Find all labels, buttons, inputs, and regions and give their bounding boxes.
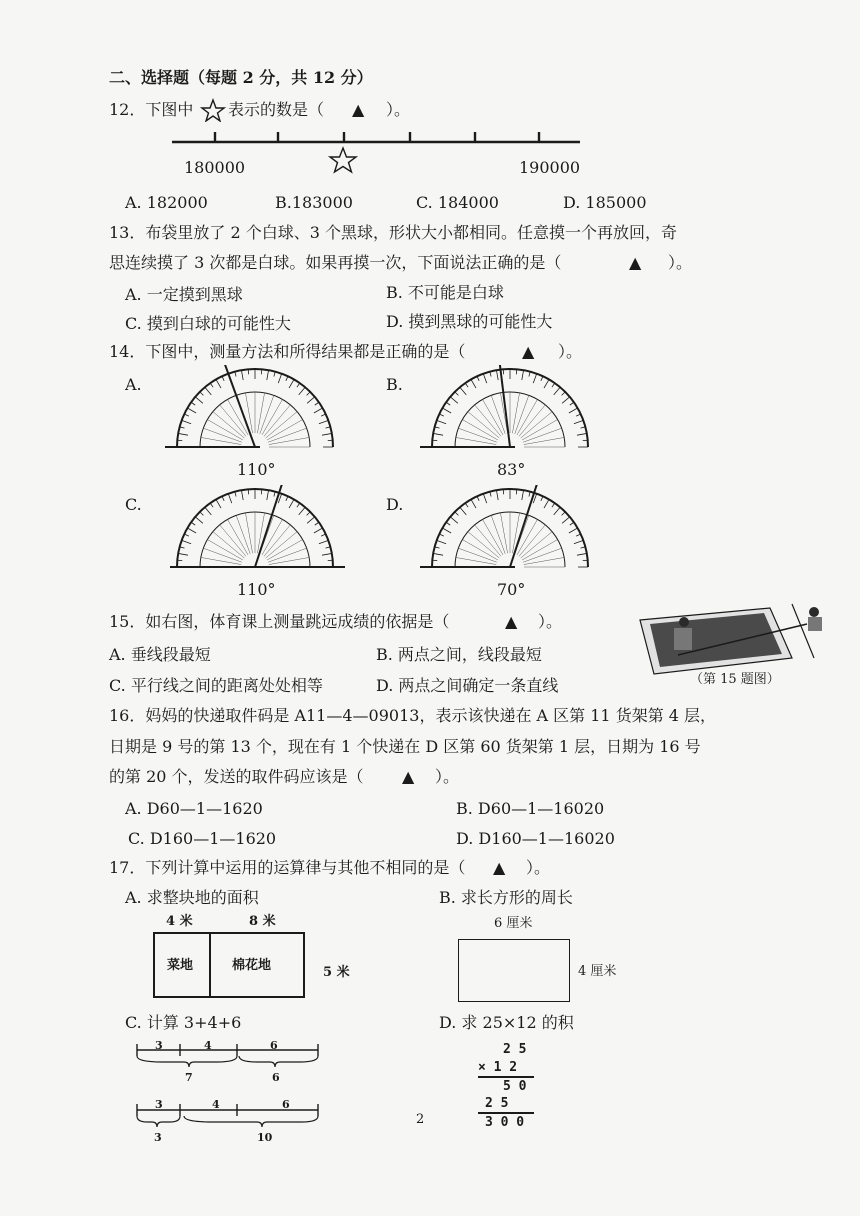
q13-answer-marker: ▲ <box>629 253 642 272</box>
q17-b-height: 4 厘米 <box>578 964 617 979</box>
q17-option-d: D. 求 25×12 的积 <box>439 1013 574 1032</box>
q17-option-a: A. 求整块地的面积 <box>125 888 259 907</box>
section-title: 二、选择题（每题 2 分，共 12 分） <box>109 68 373 87</box>
q13-option-c: C. 摸到白球的可能性大 <box>125 314 291 333</box>
q13-line1: 13．布袋里放了 2 个白球、3 个黑球，形状大小都相同。任意摸一个再放回，奇 <box>109 223 677 242</box>
q13-line2: 思连续摸了 3 次都是白球。如果再摸一次，下面说法正确的是（ <box>109 253 562 272</box>
q15-option-b: B. 两点之间，线段最短 <box>376 645 542 664</box>
q17-b-rectangle <box>458 939 570 1002</box>
q16-option-d: D. D160—1—16020 <box>456 829 615 848</box>
q14-option-b: B. <box>386 375 403 394</box>
q16-option-b: B. D60—1—16020 <box>456 799 605 818</box>
protractor-c <box>160 485 350 575</box>
q17-c-group1-a: 7 <box>185 1071 193 1084</box>
q17-c-top-3: 6 <box>270 1039 278 1052</box>
q17-a-height: 5 米 <box>323 965 350 980</box>
q17-a-divider <box>209 934 211 996</box>
q17-a-width-1: 4 米 <box>166 914 193 929</box>
number-line-left-label: 180000 <box>184 158 246 177</box>
q15-answer-marker: ▲ <box>505 612 518 631</box>
q17-a-width-2: 8 米 <box>249 914 276 929</box>
q17-c-top-2: 4 <box>204 1039 212 1052</box>
star-icon <box>200 98 226 122</box>
q17-d-line5: 3 0 0 <box>485 1115 525 1130</box>
q14-line: 14．下图中，测量方法和所得结果都是正确的是（ <box>109 342 466 361</box>
q14-value-c: 110° <box>237 580 276 599</box>
q17-c-top2-3: 6 <box>282 1098 290 1111</box>
q15-caption: （第 15 题图） <box>690 672 780 687</box>
q17-b-width: 6 厘米 <box>494 916 533 931</box>
q14-end: ）。 <box>558 342 583 361</box>
q17-a-field <box>153 932 305 998</box>
q17-d-line4: 2 5 <box>485 1096 509 1111</box>
protractor-a <box>160 365 350 455</box>
q14-option-c: C. <box>125 495 142 514</box>
q12-prefix: 12．下图中 <box>109 100 194 119</box>
q15-option-a: A. 垂线段最短 <box>109 645 211 664</box>
protractor-d <box>415 485 605 575</box>
q16-answer-marker: ▲ <box>402 767 415 786</box>
q16-line3: 的第 20 个，发送的取件码应该是（ <box>109 767 364 786</box>
q17-a-cell-vegetable: 菜地 <box>167 958 194 973</box>
q12-option-c: C. 184000 <box>416 193 499 212</box>
q16-line1: 16．妈妈的快递取件码是 A11—4—09013，表示该快递在 A 区第 11 货架第 4 层， <box>109 706 717 725</box>
q17-c-group1-b: 6 <box>272 1071 280 1084</box>
q14-value-d: 70° <box>497 580 526 599</box>
q13-end: ）。 <box>668 253 693 272</box>
q12-option-a: A. 182000 <box>125 193 208 212</box>
q12-option-d: D. 185000 <box>563 193 647 212</box>
q17-answer-marker: ▲ <box>493 858 506 877</box>
q16-end: ）。 <box>435 767 460 786</box>
q17-d-line3: 5 0 <box>503 1079 527 1094</box>
q17-d-line2: × 1 2 <box>478 1060 518 1075</box>
q17-line: 17．下列计算中运用的运算律与其他不相同的是（ <box>109 858 466 877</box>
q17-c-top2-1: 3 <box>155 1098 163 1111</box>
q17-c-group2-b: 10 <box>257 1131 273 1144</box>
long-jump-figure <box>622 600 834 680</box>
q12-suffix: 表示的数是（ <box>228 100 325 119</box>
q14-value-b: 83° <box>497 460 526 479</box>
q13-option-d: D. 摸到黑球的可能性大 <box>386 312 553 331</box>
q12-answer-marker: ▲ <box>352 100 365 119</box>
q17-a-cell-cotton: 棉花地 <box>232 958 272 973</box>
q17-c-group2-a: 3 <box>154 1131 162 1144</box>
q15-end: ）。 <box>538 612 563 631</box>
q15-line: 15．如右图，体育课上测量跳远成绩的依据是（ <box>109 612 450 631</box>
q12-end: ）。 <box>386 100 411 119</box>
q14-answer-marker: ▲ <box>522 342 535 361</box>
q15-option-d: D. 两点之间确定一条直线 <box>376 676 559 695</box>
q12-option-b: B.183000 <box>275 193 353 212</box>
q16-line2: 日期是 9 号的第 13 个，现在有 1 个快递在 D 区第 60 货架第 1 层，日期为 16 号 <box>109 737 701 756</box>
q13-option-b: B. 不可能是白球 <box>386 283 504 302</box>
number-line-right-label: 190000 <box>519 158 581 177</box>
q17-c-top-1: 3 <box>155 1039 163 1052</box>
page-number: 2 <box>416 1112 425 1127</box>
q14-option-d: D. <box>386 495 404 514</box>
q16-option-a: A. D60—1—1620 <box>125 799 263 818</box>
protractor-b <box>415 365 605 455</box>
q13-option-a: A. 一定摸到黑球 <box>125 285 243 304</box>
number-line-star-icon <box>330 148 356 172</box>
q17-d-line1: 2 5 <box>503 1042 527 1057</box>
q14-option-a: A. <box>125 375 142 394</box>
q17-option-c: C. 计算 3+4+6 <box>125 1013 242 1032</box>
q17-c-top2-2: 4 <box>212 1098 220 1111</box>
q15-option-c: C. 平行线之间的距离处处相等 <box>109 676 323 695</box>
q17-end: ）。 <box>526 858 551 877</box>
q16-option-c: C. D160—1—1620 <box>128 829 277 848</box>
q17-option-b: B. 求长方形的周长 <box>439 888 573 907</box>
q14-value-a: 110° <box>237 460 276 479</box>
